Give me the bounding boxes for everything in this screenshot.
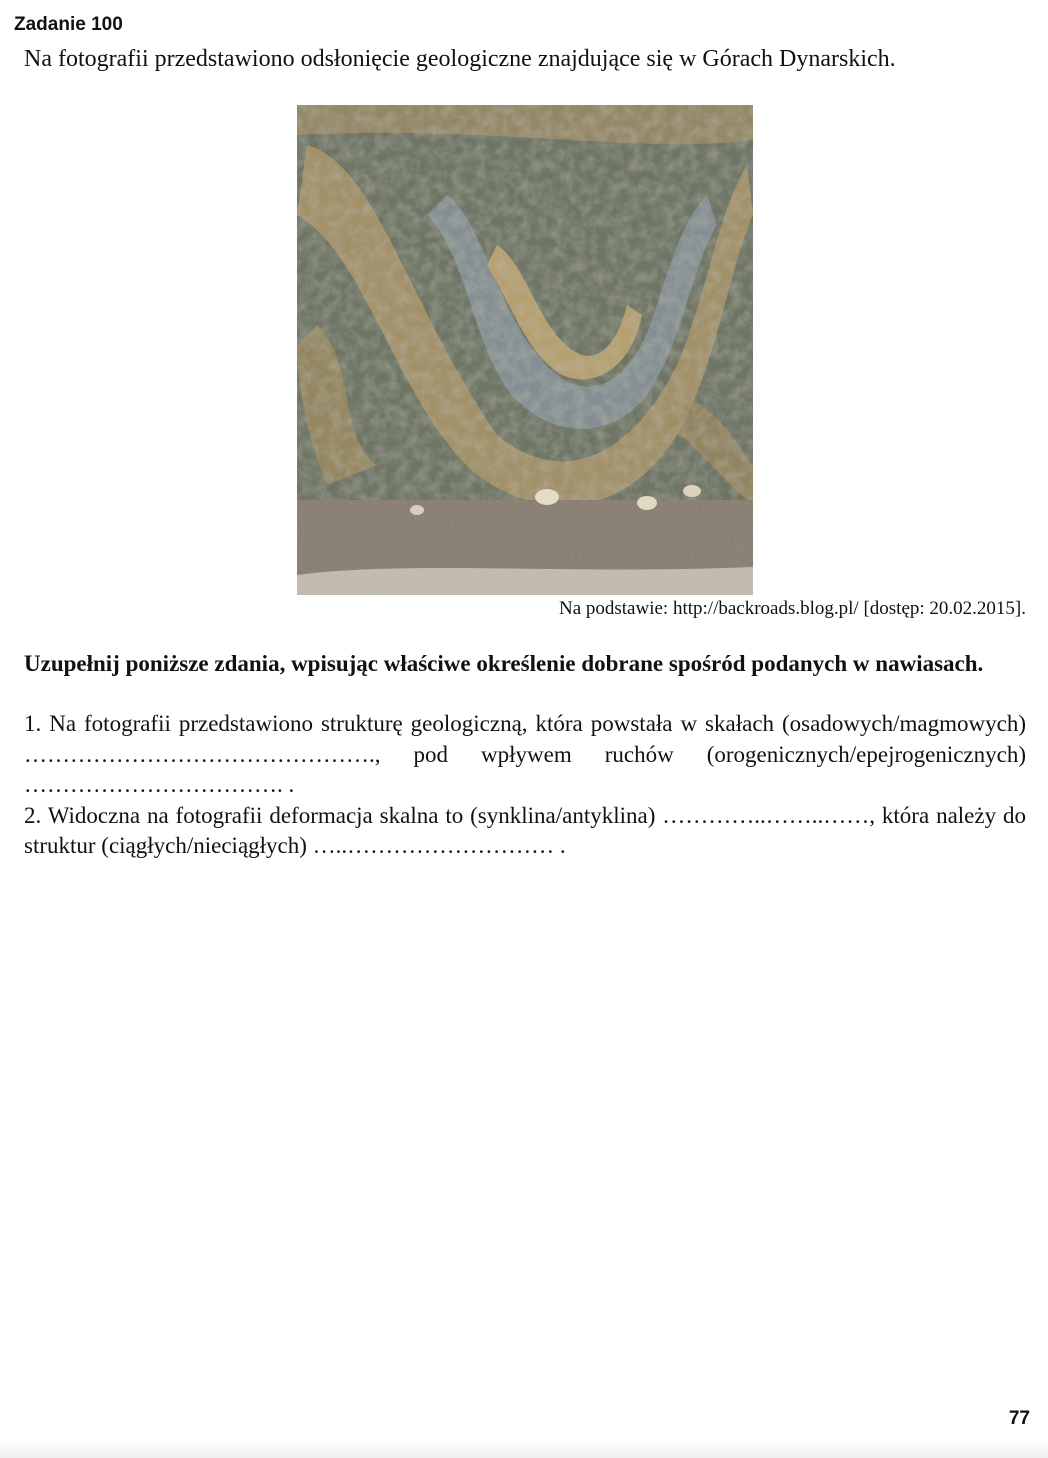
task-instruction: Uzupełnij poniższe zdania, wpisując właściwe określenie dobrane spośród podanych w nawiasach.	[24, 651, 984, 676]
page-number: 77	[1008, 1408, 1030, 1429]
bottom-edge	[0, 1442, 1048, 1458]
task-items	[24, 709, 1026, 862]
photo-source: Na podstawie: http://backroads.blog.pl/ [dostęp: 20.02.2015].	[558, 598, 1026, 619]
task-item-1: 1. Na fotografii przedstawiono strukturę geologiczną, która powstała w skałach (osadowych/magmowych) ………………………………………., pod wpływem ruchów (orogenicznych/epejrogenicznych) ……………………………. .	[24, 711, 1026, 797]
task-intro: Na fotografii przedstawiono odsłonięcie geologiczne znajdujące się w Górach Dynarskich.	[24, 46, 896, 72]
geological-outcrop-photo	[297, 105, 753, 595]
task-label: Zadanie 100	[14, 14, 123, 35]
task-item-2: 2. Widoczna na fotografii deformacja skalna to (synklina/antyklina) …………..……..……, która należy do struktur (ciągłych/nieciągłych) …..……………………… .	[24, 802, 1026, 858]
